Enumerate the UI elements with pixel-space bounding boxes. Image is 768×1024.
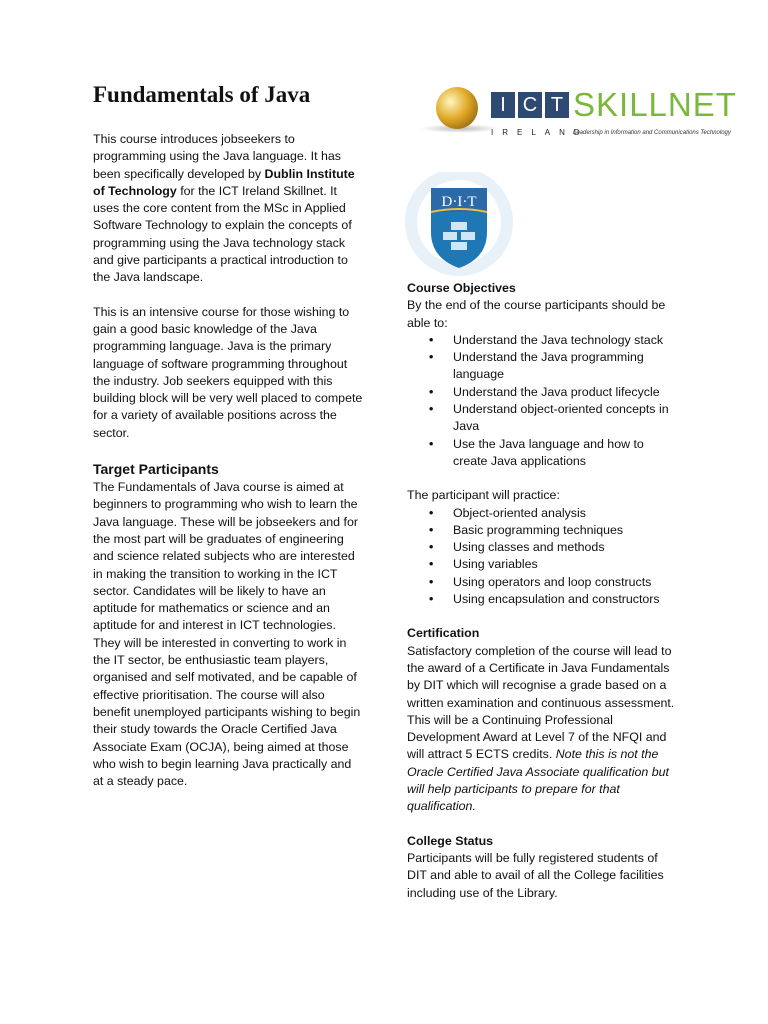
objectives-intro: By the end of the course participants should be able to: — [407, 298, 666, 330]
list-item: • Understand the Java product lifecycle — [453, 384, 679, 401]
list-item: • Object-oriented analysis — [453, 505, 679, 522]
ict-letter: T — [545, 92, 569, 118]
dit-letters: D·I·T — [441, 194, 477, 210]
objectives-list — [407, 332, 679, 470]
intro-text-end: for the ICT Ireland Skillnet. It uses the core content from the MSc in Applied Software Technology to explain the concepts of programming using the Java technology stack and give participants a practical introduction to the Java landscape. — [93, 183, 352, 285]
right-column — [407, 280, 679, 919]
ict-letters — [491, 92, 569, 118]
list-item: • Understand object-oriented concepts in Java — [453, 401, 679, 436]
college-heading: College Status — [407, 833, 494, 848]
list-item: • Using encapsulation and constructors — [453, 591, 679, 608]
page-title: Fundamentals of Java — [93, 82, 311, 107]
certification-text: Satisfactory completion of the course will lead to the award of a Certificate in Java Fundamentals by DIT which will recognise a grade based on a written examination and continuous assessment. This will be a Continuing Professional Development Award at Level 7 of the NFQI and will attract 5 ECTS credits. — [407, 643, 675, 762]
list-item: • Basic programming techniques — [453, 522, 679, 539]
skillnet-wordmark: SKILLNET — [573, 86, 737, 123]
intro-bold: Dublin Institute of Technology — [93, 166, 355, 198]
ict-letter: C — [518, 92, 542, 118]
certification-heading: Certification — [407, 626, 480, 641]
ict-skillnet-logo — [418, 84, 738, 139]
objectives-heading: Course Objectives — [407, 281, 516, 295]
list-item: • Understand the Java programming language — [453, 349, 679, 384]
list-item: • Understand the Java technology stack — [453, 332, 679, 349]
intro-text: This course introduces jobseekers to programming using the Java language. It has been specifically developed by — [93, 132, 341, 181]
skillnet-tagline: Leadership in Information and Communications Technology — [573, 130, 731, 136]
dit-crest-logo — [403, 172, 515, 276]
ict-letter: I — [491, 92, 515, 118]
intro-paragraph — [93, 131, 365, 287]
list-item: • Using variables — [453, 556, 679, 573]
target-heading: Target Participants — [93, 461, 219, 478]
college-paragraph: Participants will be fully registered students of DIT and able to avail of all the College facilities including use of the Library. — [407, 850, 664, 900]
list-item: • Using operators and loop constructs — [453, 574, 679, 591]
practice-list — [407, 505, 679, 609]
certification-note: Note this is not the Oracle Certified Java Associate qualification but will help participants to prepare for that qualification. — [407, 747, 669, 814]
globe-icon — [436, 87, 478, 129]
target-paragraph: The Fundamentals of Java course is aimed at beginners to programming who wish to learn the Java language. These will be jobseekers and for the most part will be graduates of engineering and science related subjects who are interested in making the transition to working in the ICT sector. Candidates will be likely to have an aptitude for mathematics or science and an aptitude for and interest in ICT technologies. They will be interested in converting to work in the IT sector, be enthusiastic team players, organised and self motivated, and be capable of effective prioritisation. The course will also benefit unemployed participants wishing to begin their study towards the Oracle Certified Java Associate Exam (OCJA), being aimed at those who wish to begin learning Java practically and at a steady pace. — [93, 480, 361, 789]
practice-intro: The participant will practice: — [407, 488, 560, 503]
intensive-paragraph: This is an intensive course for those wishing to gain a good basic knowledge of the Java programming language. Java is the primary language of software programming throughout the industry. Job seekers equipped with this building block will be very well placed to compete for a variety of available positions across the sector. — [93, 304, 363, 440]
list-item: • Use the Java language and how to create Java applications — [453, 436, 679, 471]
left-column — [93, 131, 365, 807]
certification-paragraph — [407, 643, 679, 816]
list-item: • Using classes and methods — [453, 539, 679, 556]
ireland-wordmark: IRELAND — [491, 128, 589, 137]
